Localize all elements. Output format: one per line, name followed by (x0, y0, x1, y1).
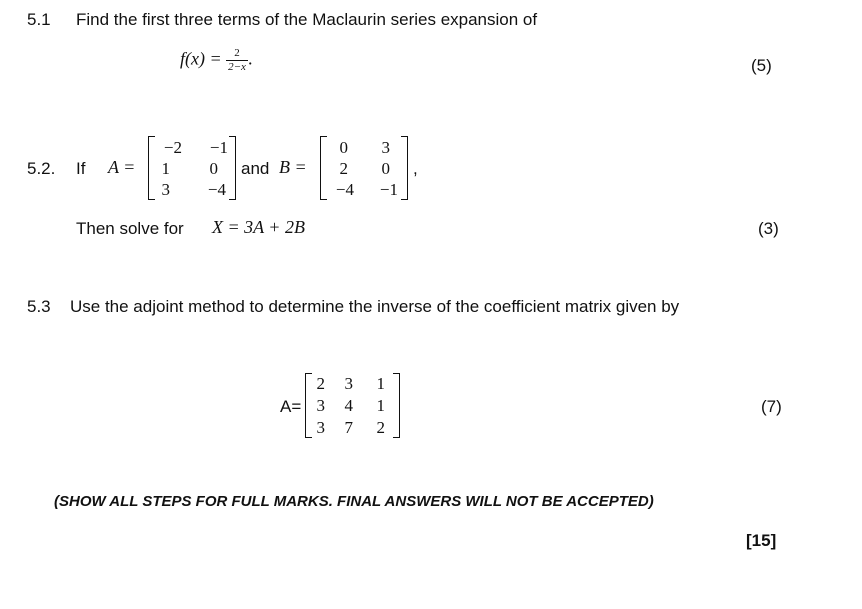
q52-equation: X = 3A + 2B (212, 217, 305, 237)
total-marks: [15] (746, 531, 777, 550)
matrix-q53-cell: 7 (344, 418, 353, 437)
q51-text: Find the first three terms of the Maclaurin series expansion of (76, 10, 538, 29)
matrix-q53-cell: 2 (316, 374, 325, 393)
q52-then-text: Then solve for (76, 219, 184, 238)
matrix-a-cell: 1 (161, 159, 170, 178)
matrix-b-cell: 2 (339, 159, 348, 178)
matrix-a-cell: −2 (163, 138, 182, 157)
q52-marks: (3) (758, 219, 779, 238)
q53-text: Use the adjoint method to determine the inverse of the coefficient matrix given by (70, 297, 680, 316)
matrix-q53-cell: 4 (344, 396, 353, 415)
q51-fraction (226, 47, 248, 73)
matrix-q53-cell: 1 (376, 396, 385, 415)
matrix-b-cell: 3 (381, 138, 390, 157)
matrix-b-right-bracket (401, 136, 408, 200)
q52-b-label: B = (279, 157, 307, 177)
q51-frac-end: . (247, 48, 253, 69)
matrix-a-cell: 3 (161, 180, 170, 199)
matrix-q53-cell: 3 (316, 396, 325, 415)
matrix-q53-right-bracket (393, 373, 400, 438)
matrix-q53-cell: 1 (376, 374, 385, 393)
matrix-b (320, 136, 408, 200)
q52-and: and (241, 159, 270, 178)
matrix-a-cell: 0 (209, 159, 218, 178)
q51-frac-den: 2−x (228, 60, 246, 73)
instructions-note: (SHOW ALL STEPS FOR FULL MARKS. FINAL ANSWERS WILL NOT BE ACCEPTED) (54, 493, 654, 510)
matrix-q53-cell: 3 (316, 418, 325, 437)
matrix-b-cell: 0 (381, 159, 390, 178)
q51-formula (180, 47, 252, 73)
matrix-b-cell: −1 (379, 180, 398, 199)
matrix-q53-cell: 3 (344, 374, 353, 393)
q51-number: 5.1 (27, 10, 51, 29)
matrix-a (148, 136, 236, 200)
q51-frac-num: 2 (234, 47, 240, 59)
q52-a-label: A = (108, 157, 136, 177)
matrix-a-cell: −1 (209, 138, 228, 157)
matrix-q53 (305, 373, 400, 438)
matrix-b-cell: 0 (339, 138, 348, 157)
q53-a-label: A= (280, 397, 302, 416)
q53-marks: (7) (761, 397, 782, 416)
matrix-q53-cell: 2 (376, 418, 385, 437)
q52-comma: , (413, 159, 418, 178)
matrix-a-cell: −4 (207, 180, 226, 199)
q53-number: 5.3 (27, 297, 51, 316)
q51-marks: (5) (751, 56, 772, 75)
matrix-b-cell: −4 (335, 180, 354, 199)
q52-number: 5.2. (27, 159, 56, 178)
q51-fx-lhs: f(x) = (180, 48, 222, 69)
q52-if: If (76, 159, 86, 178)
matrix-a-right-bracket (229, 136, 236, 200)
